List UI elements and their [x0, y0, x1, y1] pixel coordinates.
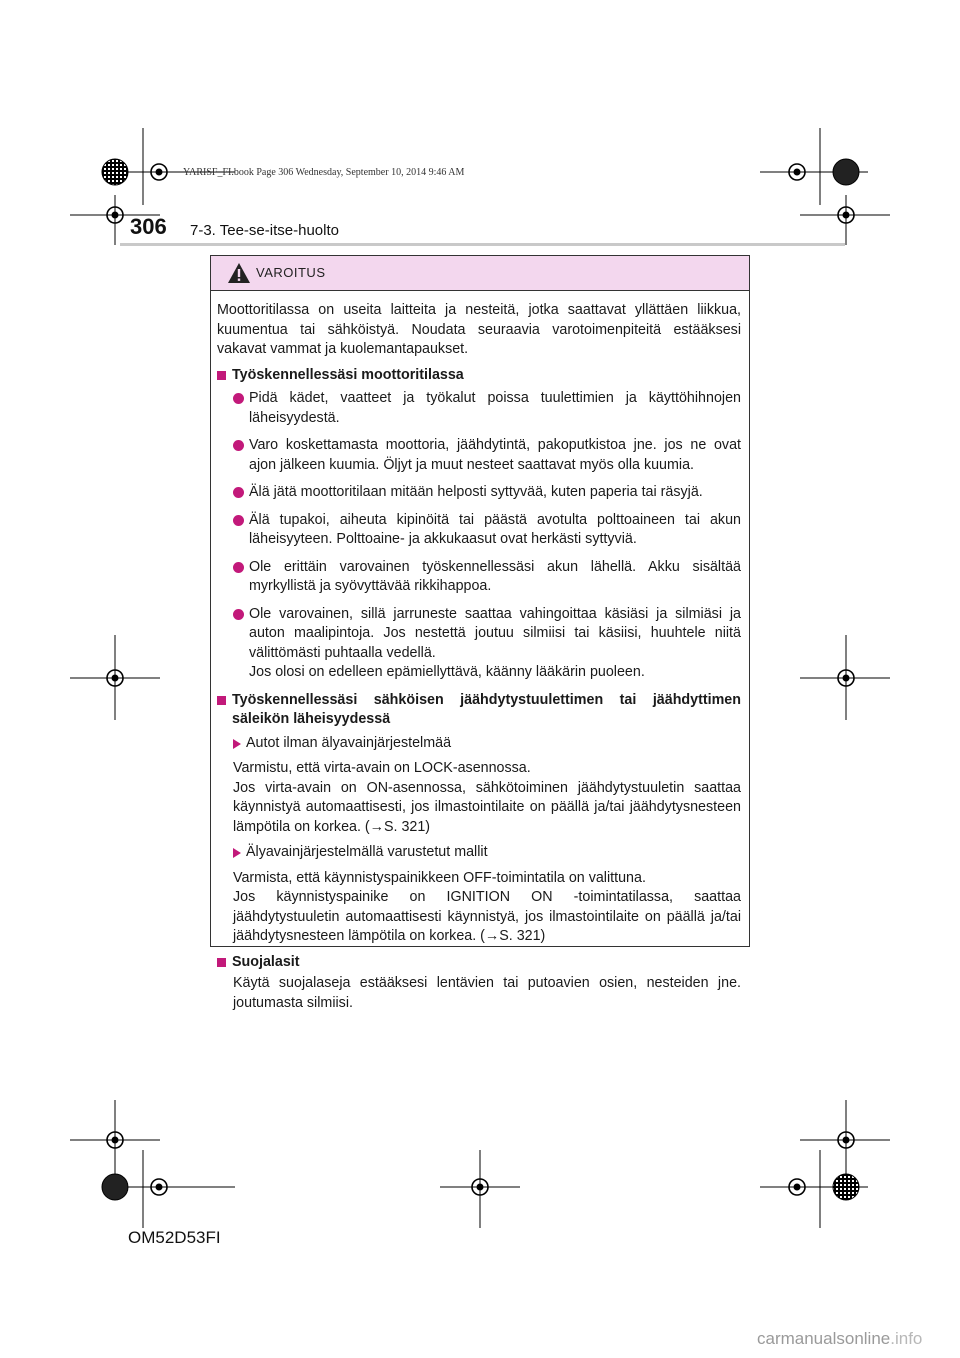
warning-box [210, 255, 750, 1011]
print-header: YARISF_FI.book Page 306 Wednesday, September 10, 2014 9:46 AM [183, 167, 465, 178]
document-code: OM52D53FI [128, 1228, 221, 1247]
arrow-bullet-icon [233, 739, 241, 749]
arrow-bullet-icon [233, 848, 241, 858]
sub-heading-text: Autot ilman älyavainjärjestelmää [246, 734, 452, 751]
page-number: 306 [130, 214, 167, 239]
warning-header [211, 256, 749, 291]
list-item-extra: Jos olosi on edelleen epämiellyttävä, käänny lääkärin puoleen. [249, 664, 645, 680]
list-item-text: Ole erittäin varovainen työskennellessäsi akun lähellä. Akku sisältää myrkyllistä ja syövyttävää rikkihappoa. [249, 558, 741, 594]
square-bullet-icon [217, 696, 226, 705]
sub-heading-text: Älyavainjärjestelmällä varustetut mallit [246, 844, 488, 860]
section-heading-text: Suojalasit [232, 953, 300, 970]
sub-paragraph: Käytä suojalaseja estääksesi lentävien tai putoavien osien, nesteiden jne. joutumasta silmiisi. [233, 975, 741, 1011]
header-rule [120, 243, 845, 246]
list-item-text: Älä tupakoi, aiheuta kipinöitä tai päästä avotulta polttoaineen tai akun läheisyyteen. Polttoaine- ja akkukaasut ovat herkästi syttyviä. [249, 511, 741, 547]
list-item-text: Varo koskettamasta moottoria, jäähdytintä, pakoputkistoa jne. jos ne ovat ajon jälkeen kuumia. Öljyt ja muut nesteet saattavat myös olla kuumia. [249, 437, 741, 473]
watermark: carmanualsonline.info [757, 1329, 923, 1348]
sub-paragraph [233, 869, 741, 947]
section-heading-text: Työskennellessäsi moottoritilassa [232, 366, 464, 383]
section-heading [217, 366, 741, 386]
section-heading-text: Työskennellessäsi sähköisen jäähdytystuulettimen tai jäähdyttimen säleikön läheisyydessä [232, 691, 741, 727]
square-bullet-icon [217, 371, 226, 380]
list-item-text: Pidä kädet, vaatteet ja työkalut poissa tuulettimien ja käyttöhihnojen läheisyydestä. [249, 390, 741, 426]
square-bullet-icon [217, 958, 226, 967]
list-item [233, 389, 741, 428]
round-bullet-icon [233, 487, 244, 498]
list-item [233, 511, 741, 550]
list-item [233, 483, 741, 503]
list-item-text: Ole varovainen, sillä jarruneste saattaa vahingoittaa käsiäsi ja silmiäsi ja auton maalipintoja. Jos nestettä joutuu silmiisi tai käsiisi, huuhtele niitä välittömästi puhtaalla vedellä. [249, 605, 741, 661]
warning-body [211, 291, 749, 1013]
section-heading [217, 691, 741, 730]
warning-title: VAROITUS [256, 265, 326, 280]
section-title: 7-3. Tee-se-itse-huolto [190, 222, 339, 239]
round-bullet-icon [233, 393, 244, 404]
sub-line: Varmistu, että virta-avain on LOCK-asennossa. [233, 760, 531, 776]
sub-paragraph [233, 759, 741, 837]
list-item [233, 605, 741, 683]
sub-heading [233, 734, 741, 754]
round-bullet-icon [233, 515, 244, 526]
sub-line: Jos virta-avain on ON-asennossa, sähkötoiminen jäähdytystuuletin saattaa käynnistyä automaattisesti, jos ilmastointilaite on päällä ja/tai jäähdytysnesteen lämpötila on korkea. (→S. 321) [233, 779, 741, 835]
section-heading [217, 953, 741, 973]
list-item [233, 436, 741, 475]
warning-intro: Moottoritilassa on useita laitteita ja nesteitä, jotka saattavat yllättäen liikkua, kuumentua tai sähköistyä. Noudata seuraavia varotoimenpiteitä estääksesi vakavat vammat ja kuolemantapaukset. [217, 302, 741, 357]
list-item [233, 558, 741, 597]
round-bullet-icon [233, 440, 244, 451]
round-bullet-icon [233, 562, 244, 573]
list-item-text: Älä jätä moottoritilaan mitään helposti syttyvää, kuten paperia tai räsyjä. [249, 484, 703, 500]
round-bullet-icon [233, 609, 244, 620]
sub-heading [233, 843, 741, 863]
sub-line: Jos käynnistyspainike on IGNITION ON -toimintatilassa, saattaa jäähdytystuuletin automaattisesti käynnistyä, jos ilmastointilaite on päällä ja/tai jäähdytysnesteen lämpötila on korkea. (→S. 321) [233, 889, 741, 944]
sub-line: Varmista, että käynnistyspainikkeen OFF-toimintatila on valittuna. [233, 869, 646, 886]
warning-triangle-icon [227, 262, 251, 284]
